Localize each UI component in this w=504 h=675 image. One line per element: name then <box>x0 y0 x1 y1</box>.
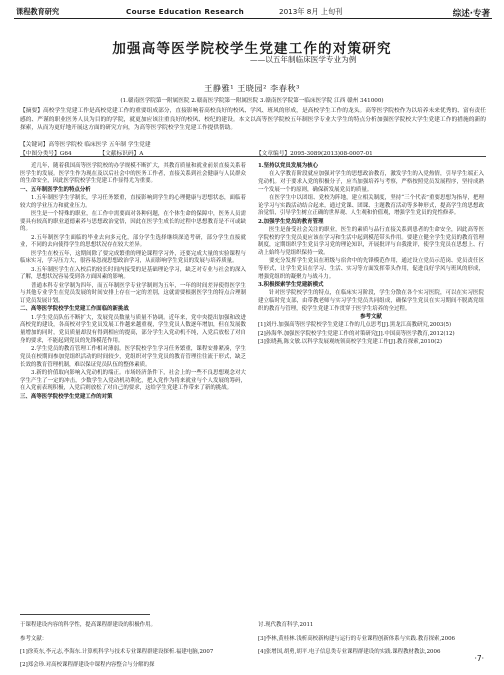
text-line: [3]李林,黄桂林.浅析高校新构建与运行的专业课程创新体系与实践.教育探索,2006 <box>258 635 456 642</box>
text-line: [2]郑会珍.对高校课程群建设中课程内容整合与分解的探 <box>20 661 155 668</box>
section-heading: 1.坚持以党员发展为核心 <box>258 163 319 169</box>
text-line: 于课程建设内容的科学性，提高课程群建设的积极作用。 <box>20 622 156 629</box>
body-right-column <box>258 163 484 347</box>
author-affiliation: (1.赣南医学院第一附属医院 2.赣南医学院第一附属医院 3.赣南医学院第一临床医学院 江西 赣州 341000) <box>120 98 384 104</box>
paragraph: 3.新的价值取向影响入党动机的端正。市场经济条件下，社会上的一些不良思想观念对大学生产生了一定的冲击，少数学生入党动机功利化，把入党作为将来就业与个人发展的筹码，在入党前表现积极，入党后则放松了对自己的要求，这给学生党建工作带来了新的挑战。 <box>20 369 246 392</box>
text-line: [4]张增国,胡勇,胡平.电子信息类专业课程群建设的实践.课程教材教法,2006 <box>258 648 441 655</box>
paragraph: 2.学生党员的教育管理工作相对薄弱。医学院校学生学习任务繁重，课程安排紧凑，学生党员在校期间参加党组织活动的时间较少，党组织对学生党员的教育管理往往流于形式，缺乏长效的教育管理机制，难以保证党员队伍的整体素质。 <box>20 346 246 368</box>
text-line: [3]张晓燕,陈文敏.以科学发展观统领高校学生党建工作[J].教育探索,2010(2) <box>258 339 442 345</box>
text-line: [1]刘丹.加强高等医学院校学生党建工作的几点思考[J].黑龙江高教研究,2003(5) <box>258 322 452 329</box>
body-left-column <box>20 163 246 402</box>
page-number: ·7· <box>474 654 484 663</box>
text-line: 讨.现代教育科学,2011 <box>258 622 314 629</box>
running-header <box>14 4 492 19</box>
journal-english-name: Course Education Research <box>126 7 245 16</box>
continued-text-left <box>20 617 246 675</box>
paragraph: 在医学生中以团组、党校为阵地，建立相关制度，坚持“三个代表”重要思想为指导，把理论学习与实践活动结合起来，通过党课、团课、主题教育活动等多种形式，提高学生的思想政治觉悟，引导学生树立正确的世界观、人生观和价值观，增强学生党员的党性修养。 <box>258 195 484 217</box>
paragraph: 医生是一个特殊的职业，在工作中需要面对各种问题，在个体生命的保障中，医务人员需要具有较高的职业道德素养与思想政治觉悟，因此在医学生成长的过程中思想教育是不可或缺的。 <box>20 211 246 233</box>
right-column-text <box>258 163 484 314</box>
paragraph: 3.五年制医学生在入校后的较长时间内接受的是基础理论学习，缺乏对专业与社会的深入了解，思想状况容易受到各方面因素的影响。 <box>20 266 246 281</box>
section-heading: 三、高等医学院校学生党建工作的对策 <box>20 393 113 400</box>
section-heading: 2.加强学生党员的教育管理 <box>258 218 324 225</box>
paragraph: 2.五年制医学生面临的毕业去向多元化，部分学生选择继续深造考研，部分学生直接就业，不同的去向使得学生的思想状况存在较大差异。 <box>20 234 246 249</box>
text-line: [2]孙海华.加强医学院校学生党建工作的对策研究[J].中国高等医学教育,2012(12) <box>258 330 455 337</box>
issue-date: 2013年 8月 上旬刊 <box>279 7 343 16</box>
paragraph: 针对医学院校学生的特点，在临床实习阶段，学生分散在各个实习医院，可以在实习医院建立临时党支部，由带教老师与实习学生党员共同组成，确保学生党员在实习期间不脱离党组织的教育与管理，使学生党建工作贯穿于医学生培养的全过程。 <box>258 290 484 312</box>
text-line: [1]徐英东,李元志,李海东.计算机科学与技术专业课程群建设探析.福建电脑,2007 <box>20 648 214 655</box>
abstract: 【摘要】高校学生党建工作是高校党建工作的重要组成部分，直接影响着高校良好的校风、学风、班风的形成，是高校学生工作的龙头。高等医学院校作为以培养未来优秀的、富有责任感的、严谨的职业医务人员为目的的学院，就更加应该注重良好的校风、校纪的建设。本文以高等医学院校五年制医学专业大学生的特点分析加强医学院校大学生党建工作的措施的新的探索，从而为更好地开展这方面的研究方向，为高等医学院校学生党建工作提供帮助。 <box>20 108 486 132</box>
paragraph: 要充分发挥学生党员在班级与宿舍中的先锋模范作用，通过设立党员示范岗、党员责任区等形式，让学生党员在学习、生活、实习等方面发挥带头作用，促进良好学风与班风的形成，增强党组织的凝聚力与战斗力。 <box>258 258 484 280</box>
journal-name: 课程教育研究 <box>16 7 60 16</box>
keywords: 【关键词】高等医学院校 临床医学 五年制 学生党建 <box>20 142 151 148</box>
article-id: 【文章编号】2095-3089(2013)08-0007-01 <box>256 151 373 157</box>
class-number: 【中图分类号】G64 <box>20 151 72 157</box>
paragraph: 1.学生党员队伍不断扩大，发展党员数量与质量不协调。近年来，党中央提出加强和改进高校党的建设，各高校对学生党员发展工作越来越重视，学生党员人数逐年增加，但在发展数量增加的同时，党员质量却没有得到相应的提高，部分学生入党动机不纯，入党后放松了对自身的要求，不能起到党员的先锋模范作用。 <box>20 314 246 344</box>
section-heading: 3.积极探索学生党建新模式 <box>258 282 324 289</box>
section-heading: 二、高等医学院校学生党建工作面临的新挑战 <box>20 306 129 313</box>
references-heading: 参考文献 <box>360 314 382 321</box>
section-heading: 一、五年制医学生的特点分析 <box>20 186 91 193</box>
document-code: 【文献标识码】A <box>99 151 144 157</box>
article-subtitle: ——以五年制临床医学专业为例 <box>250 55 357 64</box>
author-list: 王静雅¹ 王晓园² 李春秋³ <box>204 83 300 93</box>
paragraph: 近几年，随着我国高等医学院校的办学规模不断扩大，其教育质量和就业前景直接关系着医学生的发展。医学生作为现在及以后社会中的医务工作者，直接关系到社会健康与人民群众的生命安全，因此医学院校学生党建工作显得尤为重要。 <box>20 163 246 185</box>
paragraph: 医生是备受社会关注的职业，医生的素质与品行直接关系到患者的生命安全，因此高等医学院校的学生党员更应该在学习和生活中起到模范带头作用。要建立健全学生党员的教育管理制度，定期组织学生党员学习党的理论知识，开展批评与自我批评，使学生党员在思想上、行动上始终与党组织保持一致。 <box>258 227 484 257</box>
paragraph: 在入学教育阶段就应加强对学生的思想政治教育，激发学生的入党热情，引导学生端正入党动机。对于要求入党的积极分子，应当加强培养与考察，严格按照党员发展程序，坚持成熟一个发展一个的原则，确保新发展党员的质量。 <box>258 171 484 193</box>
paragraph: 1.五年制医学生学制长，学习任务繁重，直接影响到学生的心理健康与思想状态，面临着较大的学业压力和就业压力。 <box>20 195 246 209</box>
paragraph: 普通本科专业学制为四年，而五年制医学专业学制则为五年，一年的时间差异使得医学生与其他专业学生在党员发展的时间安排上存在一定的差别，这就需要根据医学生的特点合理制订党员发展计划。 <box>20 282 246 305</box>
paragraph: 医学生在校五年，这期间除了要完成繁重的理论课程学习外，还要完成大量的实验课程与临床实习，学习压力大，很容易忽视思想政治学习，从而影响学生党员的发展与培养质量。 <box>20 250 246 265</box>
footnote-divider <box>20 614 150 615</box>
section-label: 综述·专著 <box>452 9 490 19</box>
text-line: 参考文献： <box>20 635 48 642</box>
divider <box>20 156 486 157</box>
article-title: 加强高等医学院校学生党建工作的对策研究 <box>112 41 392 57</box>
reference-list <box>258 322 484 346</box>
continued-text-right <box>258 617 484 662</box>
